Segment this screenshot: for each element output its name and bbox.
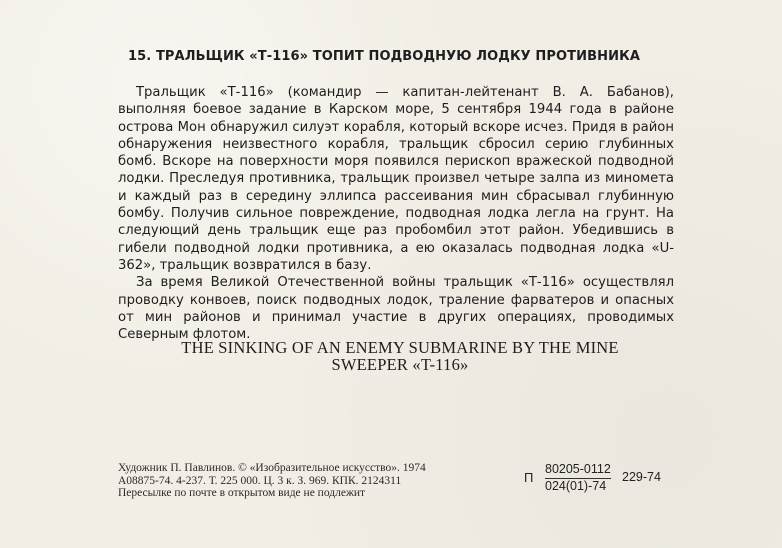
imprint-details: А08875-74. 4-237. Т. 225 000. Ц. 3 к. З. 969. КПК. 2124311 [118, 474, 402, 487]
imprint-block [118, 462, 426, 500]
paragraph-1: Тральщик «Т-116» (командир — капитан-лейтенант В. А. Бабанов), выполняя боевое задание в Карском море, 5 сентября 1944 года в районе острова Мон обнаружил силуэт корабля, который вскоре исчез. Придя в район обнаружения неизвестного корабля, тральщик сбросил серию глубинных бомб. Вскоре на поверхности моря появился перископ вражеской подводной лодки. Преследуя противника, тральщик произвел четыре залпа из миномета и каждый раз в середину эллипса рассеивания мин сбрасывал глубинную бомбу. Получив сильное повреждение, подводная лодка легла на грунт. На следующий день тральщик еще раз пробомбил этот район. Убедившись в гибели подводной лодки противника, а ею оказалась подводная лодка «U-362», тральщик возвратился в базу. [118, 85, 674, 273]
english-title-line-2: SWEEPER «T-116» [331, 355, 469, 374]
print-order-number: 229-74 [622, 470, 661, 484]
print-code-letter: П [524, 470, 534, 485]
imprint-artist: Художник П. Павлинов. © «Изобразительное искусство». 1974 [118, 462, 426, 474]
imprint-postal-note: Пересылке по почте в открытом виде не подлежит [118, 487, 366, 499]
description-text [118, 84, 674, 343]
paragraph-2: За время Великой Отечественной войны тральщик «Т-116» осуществлял проводку конвоев, поиск подводных лодок, траление фарватеров и опасных от мин районов и принимал участие в других операциях, проводимых Северным флотом. [118, 275, 674, 343]
print-code-top: 80205-0112 [545, 462, 611, 479]
english-title [100, 339, 700, 373]
print-code-fraction [545, 462, 611, 494]
card-title: 15. ТРАЛЬЩИК «Т-116» ТОПИТ ПОДВОДНУЮ ЛОДКУ ПРОТИВНИКА [128, 49, 640, 64]
print-code-bottom: 024(01)-74 [545, 479, 607, 493]
english-title-line-1: THE SINKING OF AN ENEMY SUBMARINE BY THE MINE [181, 338, 619, 357]
